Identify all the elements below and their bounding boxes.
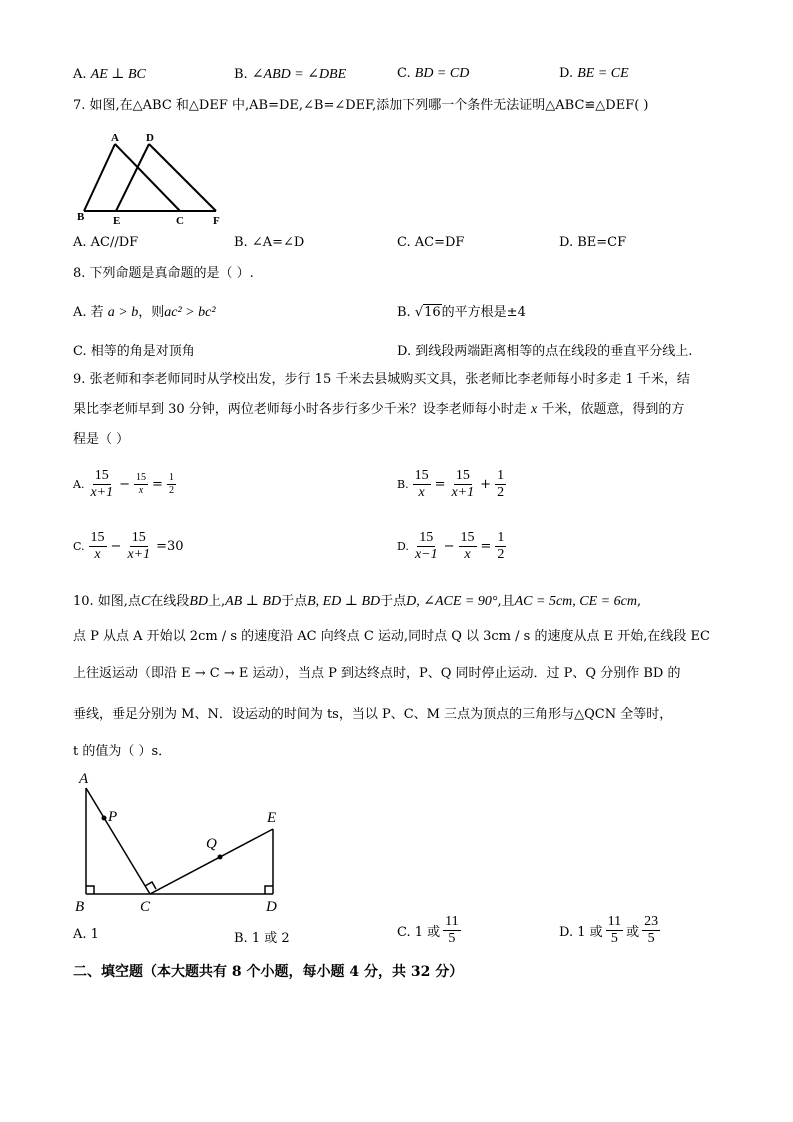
q7-label-b: B <box>77 211 85 223</box>
q10-line2: 点 P 从点 A 开始以 2cm / s 的速度沿 AC 向终点 C 运动,同时点 Q 以 3cm / s 的速度从点 E 开始,在线段 EC <box>73 629 710 644</box>
q10-l1i: 于点 <box>380 594 407 609</box>
q9-option-d <box>397 530 506 563</box>
q9-line2-var: x <box>530 402 538 417</box>
q9-b-label: B. <box>397 478 409 491</box>
q6-option-d <box>559 66 629 82</box>
den: x <box>418 485 425 500</box>
op: =30 <box>156 539 184 554</box>
den: x+1 <box>451 485 475 500</box>
q10-line3: 上往返运动（即沿 E → C → E 运动），当点 P 到达终点时，P、Q 同时停止运动．过 P、Q 分别作 BD 的 <box>73 666 681 681</box>
num: 15 <box>419 530 434 545</box>
q10-figure <box>70 765 290 915</box>
q8-option-a <box>73 301 216 321</box>
q6-c-label: C. <box>397 66 411 81</box>
frac <box>450 468 477 501</box>
op: = <box>152 477 163 492</box>
num: 1 <box>168 472 174 483</box>
q10-option-d <box>559 914 660 947</box>
frac <box>89 530 107 563</box>
den: x−1 <box>414 547 438 562</box>
num: 15 <box>414 468 429 483</box>
q10-label-a: A <box>79 771 89 787</box>
den: 5 <box>610 931 618 946</box>
q9-c-label: C. <box>73 540 85 553</box>
q10-l1c: 在线段 <box>150 594 190 609</box>
q8-b-suffix: 的平方根是±4 <box>441 305 526 320</box>
q10-l1j: D, ∠ACE = 90° <box>406 594 498 609</box>
q6-option-b <box>234 66 346 83</box>
q8-option-d: D. 到线段两端距离相等的点在线段的垂直平分线上. <box>397 344 693 359</box>
q9-line1: 9. 张老师和李老师同时从学校出发，步行 15 千米去县城购买文具，张老师比李老师每小时多走 1 千米，结 <box>73 372 690 387</box>
q10-l1k: ,且 <box>497 594 515 609</box>
section-2-heading: 二、填空题（本大题共有 8 个小题，每小题 4 分，共 32 分） <box>73 964 464 980</box>
q10-option-c <box>397 914 461 947</box>
op: + <box>480 477 492 492</box>
q6-b-label: B. <box>234 67 248 82</box>
q7-stem: 7. 如图,在△ABC 和△DEF 中,AB=DE,∠B=∠DEF,添加下列哪一个条件无法证明△ABC≌△DEF( ) <box>73 98 649 113</box>
q7-option-d: D. BE=CF <box>559 235 627 250</box>
den: 5 <box>647 931 655 946</box>
frac <box>443 914 460 947</box>
q10-label-e: E <box>267 810 277 826</box>
q6-d-expr: BE = CE <box>577 66 629 81</box>
num: 15 <box>460 530 475 545</box>
q10-c-prefix: C. 1 或 <box>397 925 441 940</box>
q7-line-df <box>149 144 216 211</box>
q6-c-expr: BD = CD <box>414 66 470 81</box>
q8-b-prefix: B. <box>397 305 411 320</box>
q8-a-cond: a > b <box>107 305 139 320</box>
q9-d-label: D. <box>397 540 409 553</box>
q6-b-expr: ∠ABD = ∠DBE <box>251 67 347 82</box>
den: x <box>464 547 471 562</box>
q7-line-ed <box>116 144 149 211</box>
den: 2 <box>497 547 505 562</box>
q7-label-d: D <box>146 132 154 144</box>
q10-line1 <box>73 593 641 611</box>
q10-line5: t 的值为（ ）s． <box>73 744 172 759</box>
frac <box>606 914 623 947</box>
op: − <box>110 539 122 554</box>
frac <box>413 468 431 501</box>
q7-line-ba <box>84 144 115 211</box>
frac <box>88 468 115 501</box>
q8-b-sqrt: 16 <box>424 305 441 320</box>
op: − <box>119 477 131 492</box>
point-p <box>102 816 107 821</box>
right-angle-b <box>86 886 94 894</box>
q9-a-label: A. <box>73 478 85 491</box>
frac <box>134 472 148 497</box>
frac <box>459 530 477 563</box>
q7-label-f: F <box>213 215 220 227</box>
num: 15 <box>131 530 146 545</box>
num: 15 <box>94 468 109 483</box>
q8-a-result: ac² > bc² <box>164 305 216 320</box>
q9-option-a <box>73 468 176 501</box>
op: = <box>480 539 492 554</box>
q9-option-c <box>73 530 184 563</box>
q10-label-p: P <box>108 809 118 825</box>
q8-stem: 8. 下列命题是真命题的是（ ）. <box>73 266 254 281</box>
q9-option-b <box>397 468 506 501</box>
point-q <box>218 855 223 860</box>
q10-l1h: B, ED ⊥ BD <box>307 594 381 609</box>
q10-d-prefix: D. 1 或 <box>559 925 603 940</box>
q10-option-b: B. 1 或 2 <box>234 931 290 946</box>
frac <box>642 914 660 947</box>
num: 11 <box>607 914 622 929</box>
q6-a-label: A. <box>73 67 87 82</box>
den: x+1 <box>127 547 151 562</box>
q9-line2 <box>73 401 684 419</box>
right-angle-d <box>265 886 273 894</box>
q10-l1f: AB ⊥ BD <box>225 594 282 609</box>
q10-l1d: BD <box>189 594 208 609</box>
num: 15 <box>136 472 147 483</box>
frac <box>125 530 152 563</box>
q10-l1b: C <box>140 594 151 609</box>
q10-l1e: 上, <box>207 594 226 609</box>
q7-option-b: B. ∠A=∠D <box>234 235 305 250</box>
q10-line-ac <box>86 788 150 894</box>
num: 1 <box>497 468 505 483</box>
den: x <box>138 485 144 496</box>
q7-label-c: C <box>176 215 184 227</box>
op: − <box>443 539 455 554</box>
q6-option-c <box>397 66 469 82</box>
q6-option-a <box>73 66 146 83</box>
den: x+1 <box>90 485 114 500</box>
num: 15 <box>455 468 470 483</box>
den: 2 <box>497 485 505 500</box>
q10-d-mid: 或 <box>626 925 640 940</box>
sqrt-sign: √ <box>414 305 424 320</box>
op: = <box>434 477 446 492</box>
q7-label-a: A <box>111 132 119 144</box>
den: 2 <box>168 485 174 496</box>
q8-a-mid: ，则 <box>138 305 165 320</box>
q9-line3: 程是（ ） <box>73 432 130 447</box>
q10-line4: 垂线，垂足分别为 M、N．设运动的时间为 ts，当以 P、C、M 三点为顶点的三角形与△QCN 全等时， <box>73 707 673 722</box>
q7-option-c: C. AC=DF <box>397 235 465 250</box>
q10-option-a: A. 1 <box>73 927 99 942</box>
q10-label-q: Q <box>206 836 217 852</box>
q10-label-b: B <box>75 899 85 915</box>
q10-l1a: 10. 如图,点 <box>73 594 141 609</box>
q7-line-ac <box>115 144 180 211</box>
q9-line2-end: 千米，依题意，得到的方 <box>541 402 685 417</box>
q7-label-e: E <box>113 215 121 227</box>
q6-d-label: D. <box>559 66 574 81</box>
q10-l1g: 于点 <box>281 594 308 609</box>
frac <box>495 468 506 501</box>
num: 23 <box>644 914 659 929</box>
q9-line2-text: 果比李老师早到 30 分钟，两位老师每小时各步行多少千米？设李老师每小时走 <box>73 402 527 417</box>
q8-a-prefix: A. 若 <box>73 305 104 320</box>
q8-option-c: C. 相等的角是对顶角 <box>73 344 195 359</box>
q10-label-d: D <box>266 899 277 915</box>
q7-figure <box>72 130 232 228</box>
den: 5 <box>448 931 456 946</box>
q10-l1l: AC = 5cm, CE = 6cm <box>514 594 637 609</box>
den: x <box>94 547 101 562</box>
q6-a-expr: AE ⊥ BC <box>90 67 146 82</box>
q8-option-b <box>397 301 526 320</box>
num: 15 <box>90 530 105 545</box>
frac <box>413 530 440 563</box>
q10-l1m: , <box>636 594 642 609</box>
num: 11 <box>445 914 459 929</box>
frac <box>495 530 506 563</box>
frac <box>167 472 176 497</box>
num: 1 <box>497 530 505 545</box>
q10-label-c: C <box>140 899 151 915</box>
q7-option-a: A. AC//DF <box>73 235 139 250</box>
